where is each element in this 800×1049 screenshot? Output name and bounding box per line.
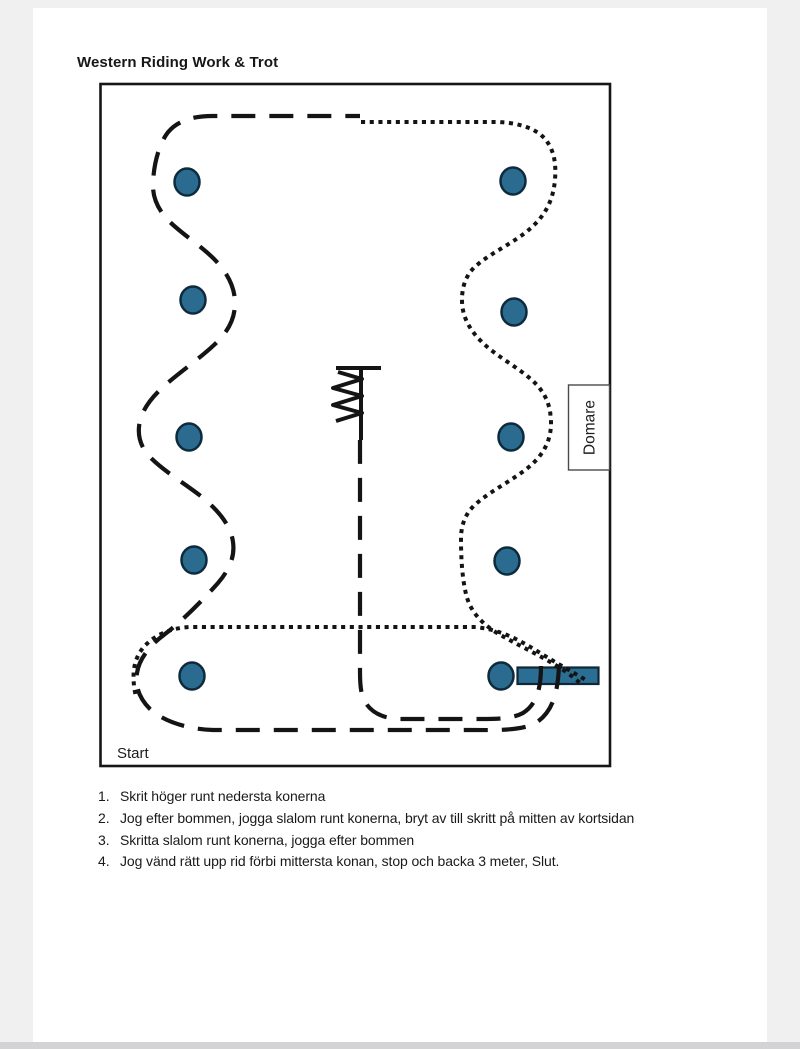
instruction-text: Jog efter bommen, jogga slalom runt konerna, bryt av till skritt på mitten av kortsidan <box>120 809 635 826</box>
cone <box>501 168 526 195</box>
instruction-text: Jog vänd rätt upp rid förbi mittersta konan, stop och backa 3 meter, Slut. <box>120 853 560 870</box>
instruction-item <box>98 830 748 852</box>
window-bottom-edge <box>0 1042 800 1049</box>
start-label: Start <box>117 745 149 762</box>
cone <box>489 663 514 690</box>
instruction-item <box>98 786 748 808</box>
instruction-text: Skritta slalom runt konerna, jogga efter bommen <box>120 831 415 848</box>
instructions-list <box>98 786 748 873</box>
jog-path-dashed-outer <box>137 116 559 730</box>
instruction-number: 3. <box>98 831 110 848</box>
instruction-item <box>98 851 748 873</box>
cone <box>499 424 524 451</box>
cone <box>181 287 206 314</box>
cone <box>502 299 527 326</box>
cone <box>495 548 520 575</box>
instruction-number: 2. <box>98 809 110 826</box>
instruction-item <box>98 808 748 830</box>
instruction-number: 1. <box>98 788 110 804</box>
walk-path-dotted-slalom <box>363 122 581 684</box>
cone <box>175 169 200 196</box>
cone <box>177 424 202 451</box>
instruction-number: 4. <box>98 853 110 870</box>
backup-zigzag <box>333 372 362 421</box>
cone <box>180 663 205 690</box>
instruction-text: Skrit höger runt nedersta konerna <box>120 788 326 804</box>
cone <box>182 547 207 574</box>
judge-label: Domare <box>581 399 599 456</box>
pattern-title: Western Riding Work & Trot <box>77 54 279 71</box>
